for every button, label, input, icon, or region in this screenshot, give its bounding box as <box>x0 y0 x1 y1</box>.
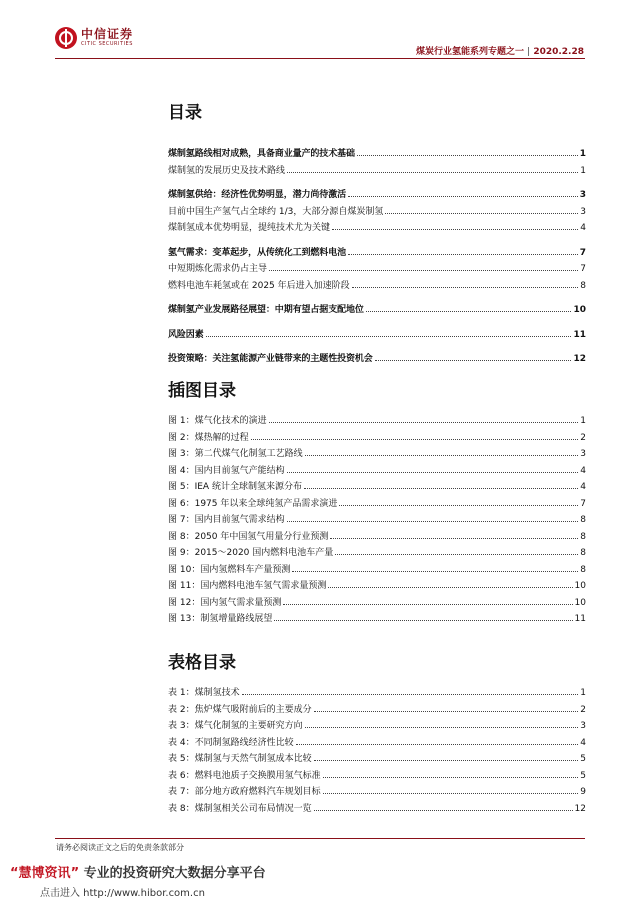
table-entry-page: 4 <box>580 737 586 748</box>
table-entry[interactable] <box>168 685 586 702</box>
figure-entry-title: 图 13：制氢增量路线展望 <box>168 614 273 624</box>
table-entry-page: 2 <box>580 704 586 715</box>
table-entry-title: 表 7：部分地方政府燃料汽车规划目标 <box>168 787 321 797</box>
table-entry-title: 表 6：燃料电池质子交换膜用氢气标准 <box>168 770 321 781</box>
figure-entry-page: 8 <box>580 548 586 558</box>
toc-entry-page: 10 <box>573 305 586 315</box>
report-date: 2020.2.28 <box>533 47 584 57</box>
toc-entry[interactable] <box>168 245 586 262</box>
toc-title: 目录 <box>168 103 202 123</box>
table-entry[interactable] <box>168 801 586 818</box>
dot-leader <box>304 487 578 489</box>
figure-entry-page: 8 <box>580 531 586 542</box>
toc-entry-title: 中短期炼化需求仍占主导 <box>168 264 268 274</box>
promo-text: 专业的投资研究大数据分享平台 <box>83 866 266 881</box>
table-entry[interactable] <box>168 751 586 768</box>
figure-entry[interactable] <box>168 545 586 562</box>
dot-leader <box>385 212 578 214</box>
report-series-title <box>416 44 584 57</box>
dot-leader <box>206 335 572 337</box>
dot-leader <box>323 792 579 794</box>
figure-entry[interactable] <box>168 463 586 480</box>
dot-leader <box>287 471 579 473</box>
toc-entry-title: 煤制氢路线相对成熟，具备商业量产的技术基础 <box>168 149 355 159</box>
toc-entry[interactable] <box>168 327 586 344</box>
table-entry[interactable] <box>168 718 586 735</box>
dot-leader <box>305 454 579 456</box>
table-entry-page: 12 <box>574 803 586 814</box>
figure-entry-page: 4 <box>580 482 586 492</box>
dot-leader <box>287 520 579 522</box>
dot-leader <box>287 171 578 173</box>
toc-entry[interactable] <box>168 220 586 237</box>
table-entry-title: 表 8：煤制氢相关公司布局情况一览 <box>168 803 312 814</box>
toc-entry-page: 1 <box>580 165 586 176</box>
figure-entry[interactable] <box>168 562 586 579</box>
figure-entry-page: 8 <box>580 515 586 525</box>
table-entry-page: 5 <box>580 770 586 781</box>
toc-entry-title: 氢气需求：变革起步，从传统化工到燃料电池 <box>168 247 347 258</box>
figure-entry-page: 10 <box>574 581 586 591</box>
figure-entry-page: 1 <box>580 416 586 426</box>
table-entry[interactable] <box>168 768 586 785</box>
toc-entry[interactable] <box>168 261 586 278</box>
table-entry-page: 1 <box>580 688 586 698</box>
company-logo <box>55 27 133 49</box>
figure-entry-title: 图 1：煤气化技术的演进 <box>168 416 267 426</box>
citic-logo-icon <box>55 27 77 49</box>
figure-entry-title: 图 6：1975 年以来全球纯氢产品需求演进 <box>168 498 338 509</box>
toc-entry-page: 12 <box>573 354 586 364</box>
dot-leader <box>323 776 579 778</box>
tables-title: 表格目录 <box>168 653 236 673</box>
table-entry-title: 表 4：不同制氢路线经济性比较 <box>168 737 294 748</box>
promo-quote-close: ” <box>70 866 80 881</box>
figure-entry-page: 4 <box>580 465 586 476</box>
dot-leader <box>314 759 579 761</box>
dot-leader <box>274 619 572 621</box>
figure-entry-title: 图 11：国内燃料电池车氢气需求量预测 <box>168 581 327 591</box>
dot-leader <box>352 286 579 288</box>
dot-leader <box>335 553 578 555</box>
logo-english-name: CITIC SECURITIES <box>81 41 133 47</box>
promo-quote-open: “ <box>10 866 19 881</box>
dot-leader <box>375 359 572 361</box>
toc-entry[interactable] <box>168 278 586 295</box>
dot-leader <box>366 310 572 312</box>
toc-entry-title: 煤制氢成本优势明显，提纯技术尤为关键 <box>168 223 331 233</box>
figure-entry-page: 11 <box>574 614 586 624</box>
dot-leader <box>251 438 579 440</box>
table-entry-page: 9 <box>580 787 586 797</box>
dot-leader <box>296 743 579 745</box>
dot-leader <box>305 726 579 728</box>
toc-entry-page: 8 <box>580 280 586 291</box>
toc-entry-page: 7 <box>579 247 586 258</box>
table-entry[interactable] <box>168 702 586 719</box>
toc-entry[interactable] <box>168 146 586 163</box>
dot-leader <box>242 693 579 695</box>
toc-entry-title: 投资策略：关注氢能源产业链带来的主题性投资机会 <box>168 354 373 364</box>
report-title: 煤炭行业氢能系列专题之一 <box>415 47 524 57</box>
figure-entry-title: 图 5：IEA 统计全球制氢来源分布 <box>168 482 302 492</box>
figure-entry[interactable] <box>168 430 586 447</box>
logo-chinese-name: 中信证券 <box>81 27 134 41</box>
toc-entry-page: 7 <box>580 264 586 274</box>
dot-leader <box>292 570 578 572</box>
figure-entry-page: 3 <box>580 449 586 459</box>
page-header <box>0 0 640 62</box>
toc-entry-title: 风险因素 <box>168 329 204 340</box>
dot-leader <box>330 537 578 539</box>
table-entry-page: 3 <box>580 721 586 731</box>
figure-entry[interactable] <box>168 595 586 612</box>
disclaimer-note: 请务必阅读正文之后的免责条款部分 <box>56 843 184 852</box>
toc-entry[interactable] <box>168 302 586 319</box>
figure-entry[interactable] <box>168 529 586 546</box>
toc-entry-title: 目前中国生产氢气占全球约 1/3，大部分源自煤炭制氢 <box>168 206 384 217</box>
table-entry[interactable] <box>168 735 586 752</box>
figure-entry-title: 图 2：煤热解的过程 <box>168 432 249 443</box>
dot-leader <box>332 228 578 230</box>
toc-entry-page: 4 <box>580 223 586 233</box>
figure-entry-page: 10 <box>574 597 586 608</box>
figure-entry[interactable] <box>168 496 586 513</box>
figure-entry[interactable] <box>168 512 586 529</box>
header-divider <box>55 58 585 59</box>
toc-entry[interactable] <box>168 187 586 204</box>
figure-entry-title: 图 12：国内氢气需求量预测 <box>168 597 282 608</box>
dot-leader <box>339 504 578 506</box>
figure-entry[interactable] <box>168 413 586 430</box>
header-separator: | <box>527 47 531 57</box>
footer-divider <box>55 838 585 839</box>
table-entry-title: 表 3：煤气化制氢的主要研究方向 <box>168 721 303 731</box>
figure-entry-page: 7 <box>580 498 586 509</box>
figure-entry[interactable] <box>168 611 586 628</box>
figure-entry-title: 图 4：国内目前氢气产能结构 <box>168 465 285 476</box>
dot-leader <box>328 586 572 588</box>
toc-entry[interactable] <box>168 163 586 180</box>
figure-entry-title: 图 9：2015～2020 国内燃料电池车产量 <box>168 548 334 558</box>
toc-entry-page: 3 <box>580 206 586 217</box>
figure-entry-title: 图 10：国内氢燃料车产量预测 <box>168 564 291 575</box>
toc-list <box>168 146 586 368</box>
dot-leader <box>269 421 579 423</box>
figures-list <box>168 413 586 628</box>
dot-leader <box>269 269 578 271</box>
tables-list <box>168 685 586 817</box>
table-entry[interactable] <box>168 784 586 801</box>
figure-entry-page: 8 <box>580 564 586 575</box>
figure-entry[interactable] <box>168 479 586 496</box>
promo-banner <box>10 862 266 881</box>
dot-leader <box>314 710 579 712</box>
toc-entry-title: 煤制氢供给：经济性优势明显，潜力尚待激活 <box>168 190 347 200</box>
figure-entry-title: 图 7：国内目前氢气需求结构 <box>168 515 285 525</box>
toc-entry[interactable] <box>168 204 586 221</box>
toc-entry[interactable] <box>168 351 586 368</box>
dot-leader <box>314 809 573 811</box>
figure-entry-page: 2 <box>580 432 586 443</box>
table-entry-title: 表 1：煤制氢技术 <box>168 688 240 698</box>
dot-leader <box>348 195 578 197</box>
figure-entry-title: 图 8：2050 年中国氢气用量分行业预测 <box>168 531 329 542</box>
promo-link[interactable]: 点击进入 http://www.hibor.com.cn <box>40 888 205 899</box>
dot-leader <box>357 154 578 156</box>
toc-entry-title: 煤制氢产业发展路径展望：中期有望占据支配地位 <box>168 305 364 315</box>
table-entry-title: 表 5：煤制氢与天然气制氢成本比较 <box>168 754 312 764</box>
toc-entry-page: 11 <box>573 329 586 340</box>
dot-leader <box>348 253 578 255</box>
toc-entry-title: 煤制氢的发展历史及技术路线 <box>168 165 286 176</box>
dot-leader <box>283 603 572 605</box>
figure-entry-title: 图 3：第二代煤气化制氢工艺路线 <box>168 449 303 459</box>
figure-entry[interactable] <box>168 446 586 463</box>
promo-brand: 慧博资讯 <box>18 866 71 881</box>
table-entry-page: 5 <box>580 754 586 764</box>
toc-entry-page: 1 <box>579 149 586 159</box>
toc-entry-page: 3 <box>579 190 586 200</box>
figures-title: 插图目录 <box>168 381 236 401</box>
toc-entry-title: 燃料电池车耗氢或在 2025 年后进入加速阶段 <box>168 280 350 291</box>
table-entry-title: 表 2：焦炉煤气吸附前后的主要成分 <box>168 704 312 715</box>
figure-entry[interactable] <box>168 578 586 595</box>
